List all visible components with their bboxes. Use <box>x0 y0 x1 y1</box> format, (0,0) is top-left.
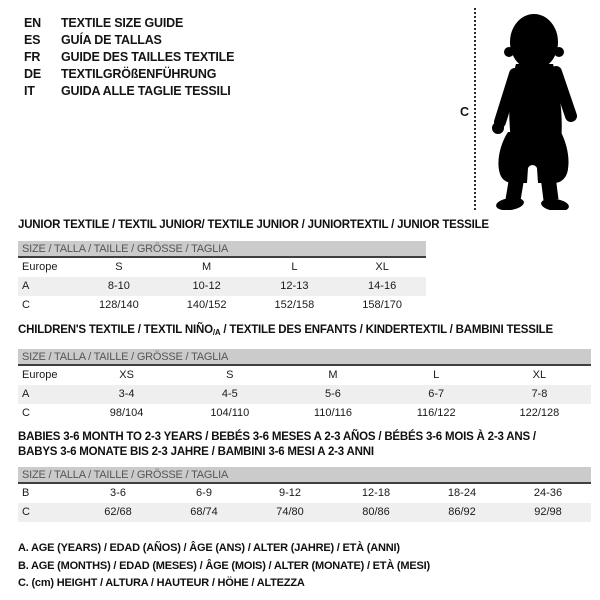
table-cell: 98/104 <box>109 407 144 419</box>
note-height-cm: C. (cm) HEIGHT / ALTURA / HAUTEUR / HÖHE / ALTEZZA <box>18 577 305 589</box>
table-cell: 10-12 <box>192 280 221 292</box>
size-header-bar: SIZE / TALLA / TAILLE / GRÖSSE / TAGLIA <box>18 349 591 366</box>
language-label: GUÍA DE TALLAS <box>61 33 162 47</box>
table-row <box>18 366 591 385</box>
size-header-bar: SIZE / TALLA / TAILLE / GRÖSSE / TAGLIA <box>18 467 591 484</box>
table-cell: 4-5 <box>221 388 238 400</box>
table-cell: 158/170 <box>362 299 402 311</box>
table-cell: 8-10 <box>107 280 130 292</box>
babies-table <box>18 467 591 522</box>
table-cell: 5-6 <box>325 388 341 400</box>
children-title-subscript: /A <box>212 328 221 337</box>
table-cell: 68/74 <box>190 506 218 518</box>
language-code: DE <box>24 67 41 81</box>
row-label: C <box>22 506 30 518</box>
table-row <box>18 503 591 522</box>
table-cell: 74/80 <box>276 506 304 518</box>
table-cell: M <box>328 369 338 381</box>
table-cell: 140/152 <box>186 299 227 311</box>
language-row-en <box>24 15 234 32</box>
table-cell: S <box>115 261 123 273</box>
table-cell: 116/122 <box>416 407 456 419</box>
size-header-bar: SIZE / TALLA / TAILLE / GRÖSSE / TAGLIA <box>18 241 426 258</box>
baby-silhouette-icon <box>482 8 584 210</box>
children-table-title <box>18 323 591 340</box>
table-cell: 104/110 <box>210 407 250 419</box>
language-label: TEXTILGRÖßENFÜHRUNG <box>61 67 217 81</box>
table-cell: 12-13 <box>280 280 309 292</box>
children-table <box>18 349 591 423</box>
height-label-c: C <box>460 105 470 119</box>
table-cell: 152/158 <box>274 299 315 311</box>
row-label: C <box>22 299 30 311</box>
table-cell: 6-7 <box>428 388 445 400</box>
table-cell: 18-24 <box>447 487 477 499</box>
language-code: IT <box>24 84 35 98</box>
language-code: EN <box>24 16 41 30</box>
table-cell: S <box>226 369 234 381</box>
language-label: GUIDE DES TAILLES TEXTILE <box>61 50 235 64</box>
table-cell: XL <box>375 261 389 273</box>
table-cell: L <box>433 369 440 381</box>
height-measure-dotted-line <box>474 8 476 210</box>
table-row <box>18 385 591 404</box>
table-cell: 7-8 <box>531 388 548 400</box>
table-cell: 86/92 <box>448 506 476 518</box>
table-row <box>18 484 591 503</box>
table-cell: 128/140 <box>98 299 139 311</box>
children-title-text: / TEXTILE DES ENFANTS / KINDERTEXTIL / BAMBINI TESSILE <box>220 324 553 336</box>
language-label: GUIDA ALLE TAGLIE TESSILI <box>61 84 231 98</box>
language-row-fr <box>24 49 234 66</box>
row-label: A <box>22 388 30 400</box>
size-tables <box>18 218 591 593</box>
baby-figure <box>455 6 597 214</box>
table-row <box>18 258 426 277</box>
junior-table-title: JUNIOR TEXTILE / TEXTIL JUNIOR/ TEXTILE JUNIOR / JUNIORTEXTIL / JUNIOR TESSILE <box>18 219 489 231</box>
row-label: Europe <box>22 369 58 381</box>
table-cell: 80/86 <box>362 506 390 518</box>
table-cell: L <box>291 261 298 273</box>
children-title-text: CHILDREN'S TEXTILE / TEXTIL NIÑO <box>18 324 213 336</box>
table-cell: 122/128 <box>519 407 560 419</box>
language-header <box>24 15 234 100</box>
language-code: FR <box>24 50 41 64</box>
table-cell: 14-16 <box>368 280 397 292</box>
row-label: A <box>22 280 30 292</box>
note-age-years: A. AGE (YEARS) / EDAD (AÑOS) / ÂGE (ANS) / ALTER (JAHRE) / ETÀ (ANNI) <box>18 542 400 554</box>
table-cell: 62/68 <box>104 506 132 518</box>
table-cell: 92/98 <box>534 506 562 518</box>
table-cell: 3-4 <box>118 388 135 400</box>
table-cell: 6-9 <box>196 487 212 499</box>
babies-table-title <box>18 430 591 459</box>
table-cell: XS <box>119 369 134 381</box>
note-age-months: B. AGE (MONTHS) / EDAD (MESES) / ÂGE (MOIS) / ALTER (MONATE) / ETÀ (MESI) <box>18 559 430 572</box>
junior-table <box>18 241 426 315</box>
language-row-it <box>24 83 234 100</box>
language-row-es <box>24 32 234 49</box>
language-row-de <box>24 66 234 83</box>
table-cell: 110/116 <box>313 407 353 419</box>
table-row <box>18 277 426 296</box>
table-cell: 9-12 <box>278 487 302 499</box>
table-row <box>18 404 591 423</box>
table-cell: 12-18 <box>361 487 391 499</box>
language-code: ES <box>24 33 41 47</box>
legend-notes <box>18 540 591 593</box>
table-cell: 3-6 <box>110 487 126 499</box>
babies-title-line1: BABIES 3-6 MONTH TO 2-3 YEARS / BEBÉS 3-6 MESES A 2-3 AÑOS / BÉBÉS 3-6 MOIS À 2-3 ANS / <box>18 431 536 443</box>
language-label: TEXTILE SIZE GUIDE <box>61 16 184 30</box>
table-cell: XL <box>532 369 547 381</box>
table-row <box>18 296 426 315</box>
table-cell: M <box>202 261 212 273</box>
table-cell: 24-36 <box>533 487 563 499</box>
babies-title-line2: BABYS 3-6 MONATE BIS 2-3 JAHRE / BAMBINI 3-6 MESI A 2-3 ANNI <box>18 445 374 458</box>
row-label: C <box>22 407 30 419</box>
row-label: B <box>22 487 30 499</box>
row-label: Europe <box>22 261 58 273</box>
